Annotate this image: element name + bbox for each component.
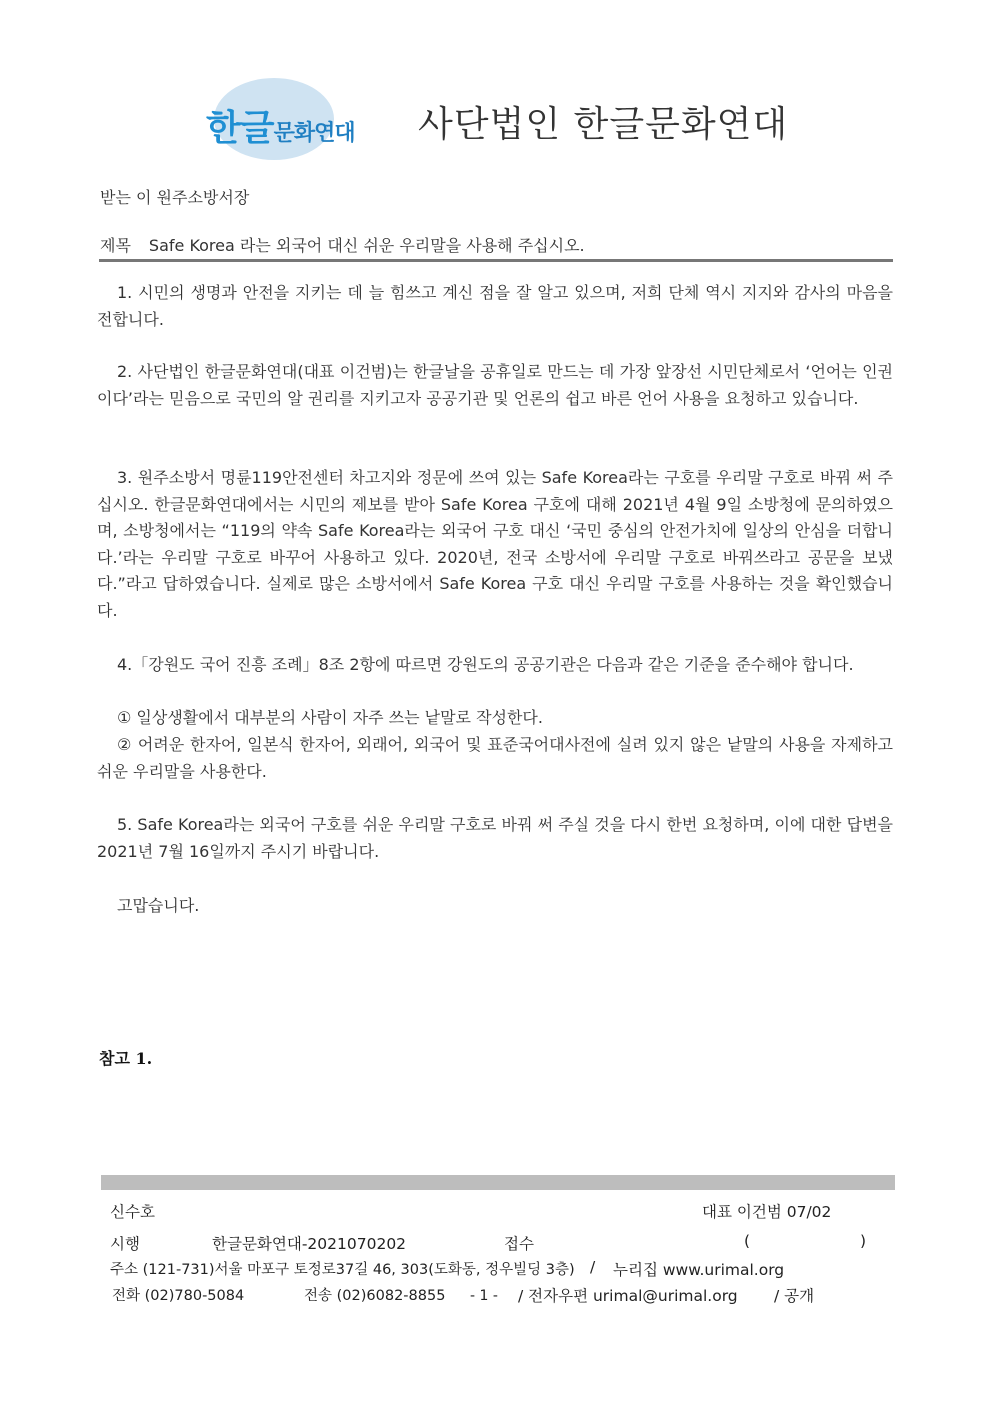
logo-main-text: 한글: [206, 108, 274, 149]
receipt-paren-open: (: [744, 1232, 751, 1250]
issue-number: 한글문화연대-2021070202: [212, 1235, 407, 1253]
disclosure: / 공개: [774, 1287, 815, 1305]
receipt-label: 접수: [504, 1235, 534, 1253]
receipt-paren-close: ): [860, 1232, 867, 1250]
separator: /: [590, 1258, 596, 1276]
paragraph-4: 4.「강원도 국어 진흥 조례」8조 2항에 따르면 강원도의 공공기관은 다음과 같은 기준을 준수해야 합니다.: [117, 655, 854, 674]
header-divider: [99, 259, 893, 262]
address: 주소 (121-731)서울 마포구 토정로37길 46, 303(도화동, 정우빌딩 3층): [110, 1262, 575, 1278]
paragraph-2: 2. 사단법인 한글문화연대(대표 이건범)는 한글날을 공휴일로 만드는 데 가장 앞장선 시민단체로서 ‘언어는 인권이다’라는 믿음으로 국민의 알 권리를 지키고자 공공기관 및 언론의 쉽고 바른 언어 사용을 요청하고 있습니다.: [97, 362, 893, 408]
sender-label: 신수호: [110, 1203, 155, 1221]
issue-label: 시행: [110, 1235, 140, 1253]
email: / 전자우편 urimal@urimal.org: [518, 1287, 738, 1305]
reference-label: 참고 1.: [99, 1049, 153, 1068]
subject-line: [100, 233, 585, 256]
page-number: - 1 -: [470, 1288, 498, 1304]
logo-sub-text: 문화연대: [273, 121, 355, 146]
closing-line: 고맙습니다.: [117, 896, 200, 915]
phone-number: 전화 (02)780-5084: [112, 1288, 245, 1304]
paragraph-4-item-2: ② 어려운 한자어, 일본식 한자어, 외래어, 외국어 및 표준국어대사전에 실려 있지 않은 낱말의 사용을 자제하고 쉬운 우리말을 사용한다.: [97, 735, 893, 781]
organization-logo: [196, 78, 391, 160]
paragraph-5: 5. Safe Korea라는 외국어 구호를 쉬운 우리말 구호로 바꿔 써 주실 것을 다시 한번 요청하며, 이에 대한 답변을 2021년 7월 16일까지 주시기 바랍니다.: [97, 815, 893, 861]
subject-label: 제목: [100, 236, 131, 255]
website: 누리집 www.urimal.org: [613, 1261, 785, 1279]
subject-value: Safe Korea 라는 외국어 대신 쉬운 우리말을 사용해 주십시오.: [148, 236, 585, 255]
representative-stamp: 대표 이건범 07/02: [702, 1203, 832, 1221]
footer-divider: [101, 1175, 895, 1190]
fax-number: 전송 (02)6082-8855: [304, 1288, 446, 1304]
paragraph-1: 1. 시민의 생명과 안전을 지키는 데 늘 힘쓰고 계신 점을 잘 알고 있으며, 저희 단체 역시 지지와 감사의 마음을 전합니다.: [97, 283, 893, 329]
logo-wordmark: [206, 100, 355, 151]
paragraph-4-item-1: ① 일상생활에서 대부분의 사람이 자주 쓰는 낱말로 작성한다.: [117, 708, 543, 727]
recipient-line: 받는 이 원주소방서장: [100, 188, 250, 207]
paragraph-3: 3. 원주소방서 명륜119안전센터 차고지와 정문에 쓰여 있는 Safe Korea라는 구호를 우리말 구호로 바꿔 써 주십시오. 한글문화연대에서는 시민의 제보를 받아 Safe Korea 구호에 대해 2021년 4월 9일 소방청에 문의하였으며, 소방청에서는 “119의 약속 Safe Korea라는 외국어 구호 대신 ‘국민 중심의 안전가치에 일상의 안심을 더합니다.’라는 우리말 구호로 바꾸어 사용하고 있다. 2020년, 전국 소방서에 우리말 구호로 바꿔쓰라고 공문을 보냈다.”라고 답하였습니다. 실제로 많은 소방서에서 Safe Korea 구호 대신 우리말 구호를 사용하는 것을 확인했습니다.: [97, 468, 893, 620]
organization-title: 사단법인 한글문화연대: [418, 104, 789, 145]
